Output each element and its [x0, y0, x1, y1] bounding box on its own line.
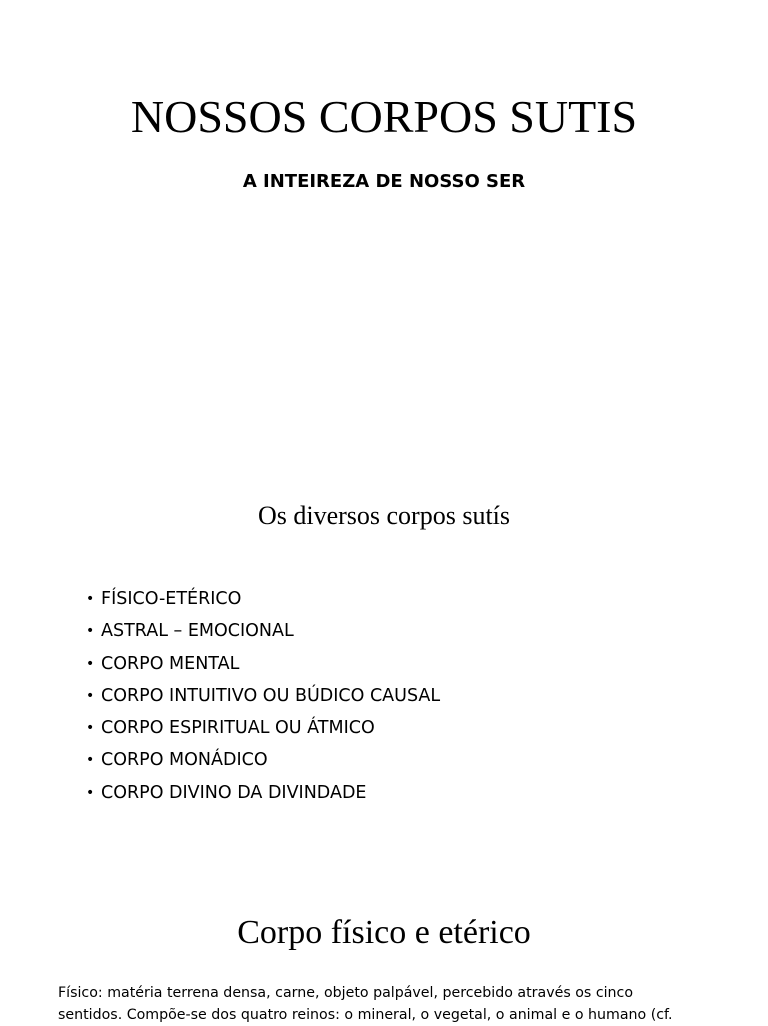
- list-item-label: CORPO DIVINO DA DIVINDADE: [101, 782, 367, 803]
- list-item: [86, 780, 440, 812]
- list-item-label: ASTRAL – EMOCIONAL: [101, 621, 294, 642]
- bullet-icon: •: [86, 687, 95, 704]
- bullet-icon: •: [86, 591, 95, 607]
- list-item: [86, 586, 440, 618]
- body-line: Físico: matéria terrena densa, carne, objeto palpável, percebido através os cinco: [58, 985, 634, 1001]
- list-item-label: CORPO MENTAL: [101, 653, 240, 674]
- list-item: [86, 683, 440, 715]
- bullet-icon: •: [86, 720, 95, 737]
- list-item: [86, 715, 440, 747]
- corpos-list: [86, 586, 440, 812]
- list-item-label: CORPO MONÁDICO: [101, 750, 268, 771]
- bullet-icon: •: [86, 784, 95, 801]
- body-paragraph: [58, 982, 738, 1026]
- body-line: sentidos. Compõe-se dos quatro reinos: o mineral, o vegetal, o animal e o humano (cf.: [58, 1007, 673, 1023]
- list-item: [86, 747, 440, 779]
- list-item: [86, 651, 440, 683]
- section-heading-corpo-fisico: Corpo físico e etérico: [237, 914, 531, 951]
- list-item-label: CORPO ESPIRITUAL OU ÁTMICO: [101, 718, 375, 739]
- section-heading-corpos-sutis: Os diversos corpos sutís: [257, 501, 511, 530]
- list-item-label: FÍSICO-ETÉRICO: [101, 589, 242, 609]
- page-title: NOSSOS CORPOS SUTIS: [130, 91, 638, 142]
- bullet-icon: •: [86, 655, 95, 672]
- list-item: [86, 618, 440, 650]
- bullet-icon: •: [86, 752, 95, 769]
- page-subtitle: A INTEIREZA DE NOSSO SER: [242, 171, 526, 192]
- bullet-icon: •: [86, 623, 95, 640]
- list-item-label: CORPO INTUITIVO OU BÚDICO CAUSAL: [101, 685, 441, 706]
